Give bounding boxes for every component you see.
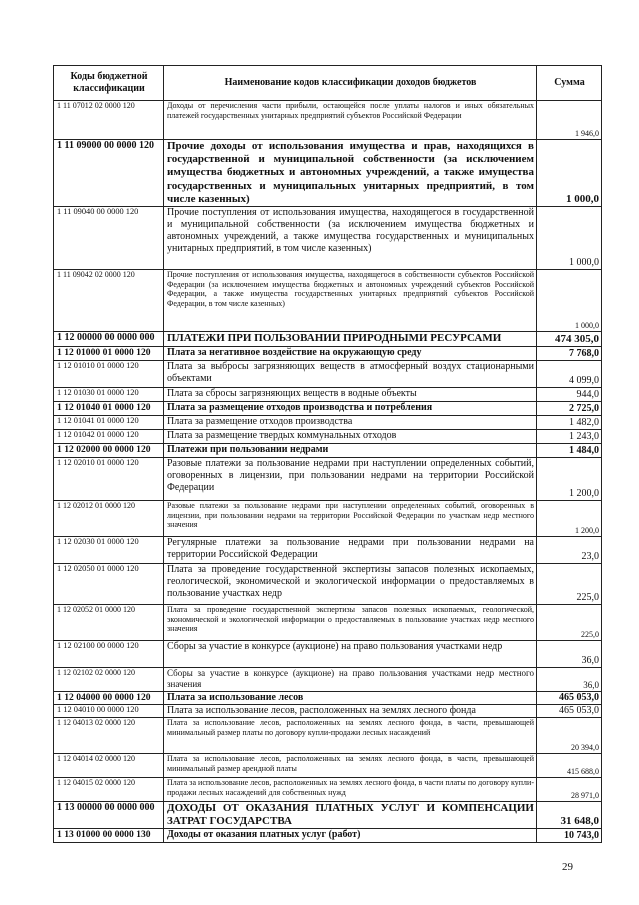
row-name: Плата за сбросы загрязняющих веществ в водные объекты (164, 387, 537, 401)
row-name: Прочие доходы от использования имущества и прав, находящихся в государственной и муниципальной собственности (за исключением имущества бюджетных и автономных учреждений, а также имущества государственных и муниципальных унитарных предприятий, в том числе казенных) (164, 140, 537, 207)
row-code: 1 12 02000 00 0000 120 (54, 443, 164, 457)
row-sum: 944,0 (537, 387, 602, 401)
row-sum: 474 305,0 (537, 331, 602, 346)
row-code: 1 13 01000 00 0000 130 (54, 829, 164, 843)
row-code: 1 11 09000 00 0000 120 (54, 140, 164, 207)
row-name: Доходы от оказания платных услуг (работ) (164, 829, 537, 843)
row-code: 1 11 09040 00 0000 120 (54, 206, 164, 269)
row-code: 1 12 02100 00 0000 120 (54, 640, 164, 667)
row-name: Плата за использование лесов, расположенных на землях лесного фонда, в части, превышающей минимальный размер платы по договору купли-продажи лесных насаждений (164, 717, 537, 753)
table-row (54, 536, 602, 563)
table-row (54, 269, 602, 331)
row-sum: 1 000,0 (537, 269, 602, 331)
table-row (54, 387, 602, 401)
table-row (54, 360, 602, 387)
table-row (54, 443, 602, 457)
row-code: 1 12 01010 01 0000 120 (54, 360, 164, 387)
row-name: Плата за проведение государственной экспертизы запасов полезных ископаемых, геологической, экономической и экологической информации о предоставляемых в пользование участках недр местного значения (164, 604, 537, 640)
row-name: Разовые платежи за пользование недрами при наступлении определенных событий, оговоренных в лицензии, при пользовании недрами на территории Российской Федерации (164, 457, 537, 500)
table-row (54, 500, 602, 536)
row-code: 1 12 02050 01 0000 120 (54, 563, 164, 604)
row-sum: 36,0 (537, 640, 602, 667)
table-row (54, 140, 602, 207)
row-name: Доходы от перечисления части прибыли, остающейся после уплаты налогов и иных обязательных платежей государственных унитарных предприятий субъектов Российской Федерации (164, 101, 537, 140)
table-row (54, 563, 602, 604)
page-number: 29 (562, 861, 573, 873)
row-sum: 1 482,0 (537, 415, 602, 429)
row-sum: 465 053,0 (537, 704, 602, 717)
row-code: 1 12 01041 01 0000 120 (54, 415, 164, 429)
row-sum: 10 743,0 (537, 829, 602, 843)
budget-revenue-table (53, 65, 602, 843)
header-name: Наименование кодов классификации доходов бюджетов (164, 66, 537, 101)
row-code: 1 12 00000 00 0000 000 (54, 331, 164, 346)
row-name: Плата за проведение государственной экспертизы запасов полезных ископаемых, геологической, экономической и экологической информации о предоставляемых в пользование участках недр (164, 563, 537, 604)
row-sum: 225,0 (537, 563, 602, 604)
row-name: Плата за негативное воздействие на окружающую среду (164, 346, 537, 360)
row-sum: 1 484,0 (537, 443, 602, 457)
row-name: Сборы за участие в конкурсе (аукционе) на право пользования участками недр местного значения (164, 667, 537, 691)
table-row (54, 346, 602, 360)
row-sum: 1 243,0 (537, 429, 602, 443)
row-name: Сборы за участие в конкурсе (аукционе) на право пользования участками недр (164, 640, 537, 667)
table-row (54, 457, 602, 500)
row-name: ПЛАТЕЖИ ПРИ ПОЛЬЗОВАНИИ ПРИРОДНЫМИ РЕСУРСАМИ (164, 331, 537, 346)
row-name: Прочие поступления от использования имущества, находящегося в собственности субъектов Российской Федерации (за исключением имущества бюджетных и автономных учреждений субъектов Российской Федерации, а также имущества государственных унитарных предприятий субъектов Российской Федерации, в том числе казенных) (164, 269, 537, 331)
row-name: Плата за использование лесов, расположенных на землях лесного фонда, в части, превышающей минимальный размер арендной платы (164, 753, 537, 777)
table-row (54, 801, 602, 828)
row-code: 1 12 04000 00 0000 120 (54, 691, 164, 704)
row-sum: 465 053,0 (537, 691, 602, 704)
row-name: Плата за размещение твердых коммунальных отходов (164, 429, 537, 443)
row-code: 1 12 02010 01 0000 120 (54, 457, 164, 500)
header-code: Коды бюджетной классификации (54, 66, 164, 101)
table-row (54, 704, 602, 717)
table-row (54, 667, 602, 691)
row-sum: 225,0 (537, 604, 602, 640)
row-sum: 415 688,0 (537, 753, 602, 777)
row-sum: 1 000,0 (537, 206, 602, 269)
row-code: 1 12 02102 02 0000 120 (54, 667, 164, 691)
row-code: 1 12 01042 01 0000 120 (54, 429, 164, 443)
row-code: 1 12 02012 01 0000 120 (54, 500, 164, 536)
row-name: Плата за выбросы загрязняющих веществ в атмосферный воздух стационарными объектами (164, 360, 537, 387)
row-sum: 36,0 (537, 667, 602, 691)
table-row (54, 429, 602, 443)
table-row (54, 604, 602, 640)
row-name: Плата за использование лесов (164, 691, 537, 704)
table-header-row (54, 66, 602, 101)
row-code: 1 11 09042 02 0000 120 (54, 269, 164, 331)
row-code: 1 12 04014 02 0000 120 (54, 753, 164, 777)
row-sum: 1 200,0 (537, 500, 602, 536)
row-sum: 1 946,0 (537, 101, 602, 140)
table-row (54, 206, 602, 269)
row-sum: 23,0 (537, 536, 602, 563)
row-name: Платежи при пользовании недрами (164, 443, 537, 457)
row-name: Прочие поступления от использования имущества, находящегося в государственной и муниципальной собственности (за исключением имущества бюджетных и автономных учреждений, а также имущества государственных и муниципальных унитарных предприятий, в том числе казенных) (164, 206, 537, 269)
table-row (54, 753, 602, 777)
row-sum: 7 768,0 (537, 346, 602, 360)
row-name: Плата за использование лесов, расположенных на землях лесного фонда, в части платы по договору купли-продажи лесных насаждений для собственных нужд (164, 777, 537, 801)
row-name: Регулярные платежи за пользование недрами при пользовании недрами на территории Российской Федерации (164, 536, 537, 563)
table-row (54, 101, 602, 140)
row-code: 1 12 01000 01 0000 120 (54, 346, 164, 360)
table-row (54, 640, 602, 667)
row-name: Плата за размещение отходов производства и потребления (164, 401, 537, 415)
row-sum: 4 099,0 (537, 360, 602, 387)
table-row (54, 691, 602, 704)
row-sum: 28 971,0 (537, 777, 602, 801)
row-code: 1 12 01040 01 0000 120 (54, 401, 164, 415)
row-code: 1 12 04015 02 0000 120 (54, 777, 164, 801)
row-sum: 20 394,0 (537, 717, 602, 753)
table-row (54, 331, 602, 346)
row-name: ДОХОДЫ ОТ ОКАЗАНИЯ ПЛАТНЫХ УСЛУГ И КОМПЕНСАЦИИ ЗАТРАТ ГОСУДАРСТВА (164, 801, 537, 828)
row-code: 1 12 02030 01 0000 120 (54, 536, 164, 563)
row-sum: 2 725,0 (537, 401, 602, 415)
table-row (54, 777, 602, 801)
row-name: Плата за размещение отходов производства (164, 415, 537, 429)
row-sum: 1 200,0 (537, 457, 602, 500)
table-row (54, 415, 602, 429)
row-name: Разовые платежи за пользование недрами при наступлении определенных событий, оговоренных в лицензии, при пользовании недрами на территории Российской Федерации по участкам недр местного значения (164, 500, 537, 536)
table-row (54, 717, 602, 753)
row-code: 1 13 00000 00 0000 000 (54, 801, 164, 828)
row-code: 1 12 02052 01 0000 120 (54, 604, 164, 640)
row-code: 1 11 07012 02 0000 120 (54, 101, 164, 140)
header-sum: Сумма (537, 66, 602, 101)
row-code: 1 12 04010 00 0000 120 (54, 704, 164, 717)
row-sum: 31 648,0 (537, 801, 602, 828)
table-row (54, 401, 602, 415)
row-name: Плата за использование лесов, расположенных на землях лесного фонда (164, 704, 537, 717)
row-code: 1 12 04013 02 0000 120 (54, 717, 164, 753)
row-sum: 1 000,0 (537, 140, 602, 207)
table-row (54, 829, 602, 843)
row-code: 1 12 01030 01 0000 120 (54, 387, 164, 401)
